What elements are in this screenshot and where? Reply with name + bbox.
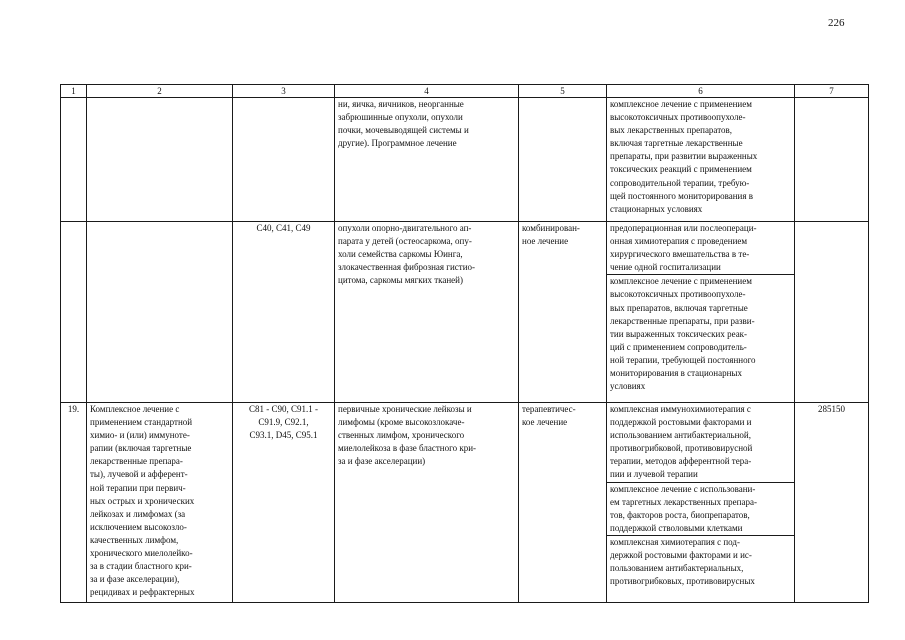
column-header: 5: [519, 85, 607, 98]
icd-code-cell: [233, 98, 335, 222]
treatment-method-text: комплексное лечение с применением высокотоксичных противоопухоле- вых лекарственных препаратов, включая таргетные лекарственные препараты, при развитии выраженных токсических реакций с применением сопроводительной терапии, требую- щей постоянного мониторирования в стационарных условиях: [610, 99, 758, 214]
row-number-text: 19.: [67, 404, 80, 414]
diagnosis-cell: [335, 98, 519, 222]
table-row-continuation: [61, 98, 869, 222]
diagnosis-text: опухоли опорно-двигательного ап- парата у детей (остеосаркома, опу- холи семейства саркомы Юинга, злокачественная фиброзная гистио- цитома, саркомы мягких тканей): [338, 223, 476, 286]
icd-code-text: C40, C41, C49: [256, 223, 311, 233]
treatment-type-text: терапевтичес- кое лечение: [522, 404, 576, 428]
column-header: 2: [87, 85, 233, 98]
icd-code-cell: [233, 222, 335, 403]
treatment-type-text: комбинирован- ное лечение: [522, 223, 580, 247]
treatment-method-cell: [607, 222, 795, 403]
page-number: 226: [828, 17, 845, 29]
diagnosis-text: первичные хронические лейкозы и лимфомы (кроме высокозлокаче- ственных лимфом, хронического миелолейкоза в фазе бластного кри- за и фазе акселерации): [338, 404, 477, 467]
treatment-type-cell: [519, 403, 607, 603]
cost-cell: [795, 403, 869, 603]
diagnosis-text: ни, яичка, яичников, неорганные забрюшинные опухоли, опухоли почки, мочевыводящей системы и другие). Программное лечение: [338, 99, 469, 149]
treatment-type-cell: [519, 98, 607, 222]
treatment-method-cell: [607, 98, 795, 222]
service-name-text: Комплексное лечение с применением стандартной химио- и (или) иммуноте- рапии (включая таргетные лекарственные препара- ты), лучевой и афферент- ной терапии при первич- ных острых и хронических лейкозах и лимфомах (за исключением высокозло- качественных лимфом, хронического миелолейко- за в стадии бластного кри- за и фазе акселерации), рецидивах и рефрактерных: [90, 404, 195, 598]
diagnosis-cell: [335, 222, 519, 403]
service-name-cell: [87, 222, 233, 403]
cost-value: 285150: [818, 404, 845, 414]
row-number-cell: [61, 222, 87, 403]
treatment-method-cell: [607, 403, 795, 603]
column-header: 6: [607, 85, 795, 98]
service-name-cell: [87, 403, 233, 603]
diagnosis-cell: [335, 403, 519, 603]
treatment-method-item: комплексная иммунохимиотерапия с поддержкой ростовыми факторами и использованием антибактериальной, противогрибковой, противовирусной терапии, методов афферентной тера- пии и лучевой терапии: [607, 403, 794, 483]
treatment-method-item: предоперационная или послеопераци- онная химиотерапия с проведением хирургического вмешательства в те- чение одной госпитализации: [607, 222, 794, 275]
row-number-cell: [61, 98, 87, 222]
icd-code-text: C81 - C90, C91.1 - C91.9, C92.1, C93.1, D45, C95.1: [248, 404, 318, 441]
treatment-method-item: комплексная химиотерапия с под- держкой ростовыми факторами и ис- пользованием антибактериальных, противогрибковых, противовирусных: [610, 536, 755, 587]
table-header-row: [61, 85, 869, 98]
column-header: 3: [233, 85, 335, 98]
icd-code-cell: [233, 403, 335, 603]
column-header: 1: [61, 85, 87, 98]
table-row-c40: [61, 222, 869, 403]
row-number-cell: [61, 403, 87, 603]
treatment-type-cell: [519, 222, 607, 403]
services-table: [60, 84, 869, 603]
column-header: 7: [795, 85, 869, 98]
service-name-cell: [87, 98, 233, 222]
table-row-19: [61, 403, 869, 603]
cost-cell: [795, 222, 869, 403]
column-header: 4: [335, 85, 519, 98]
treatment-method-item: комплексное лечение с использовани- ем таргетных лекарственных препара- тов, факторов роста, биопрепаратов, поддержкой стволовыми клетками: [607, 483, 794, 536]
treatment-method-item: комплексное лечение с применением высокотоксичных противоопухоле- вых препаратов, включая таргетные лекарственные препараты, при разви- тии выраженных токсических реак- ций с применением сопроводитель- ной терапии, требующей постоянного мониторирования в стационарных условиях: [610, 276, 756, 392]
cost-cell: [795, 98, 869, 222]
